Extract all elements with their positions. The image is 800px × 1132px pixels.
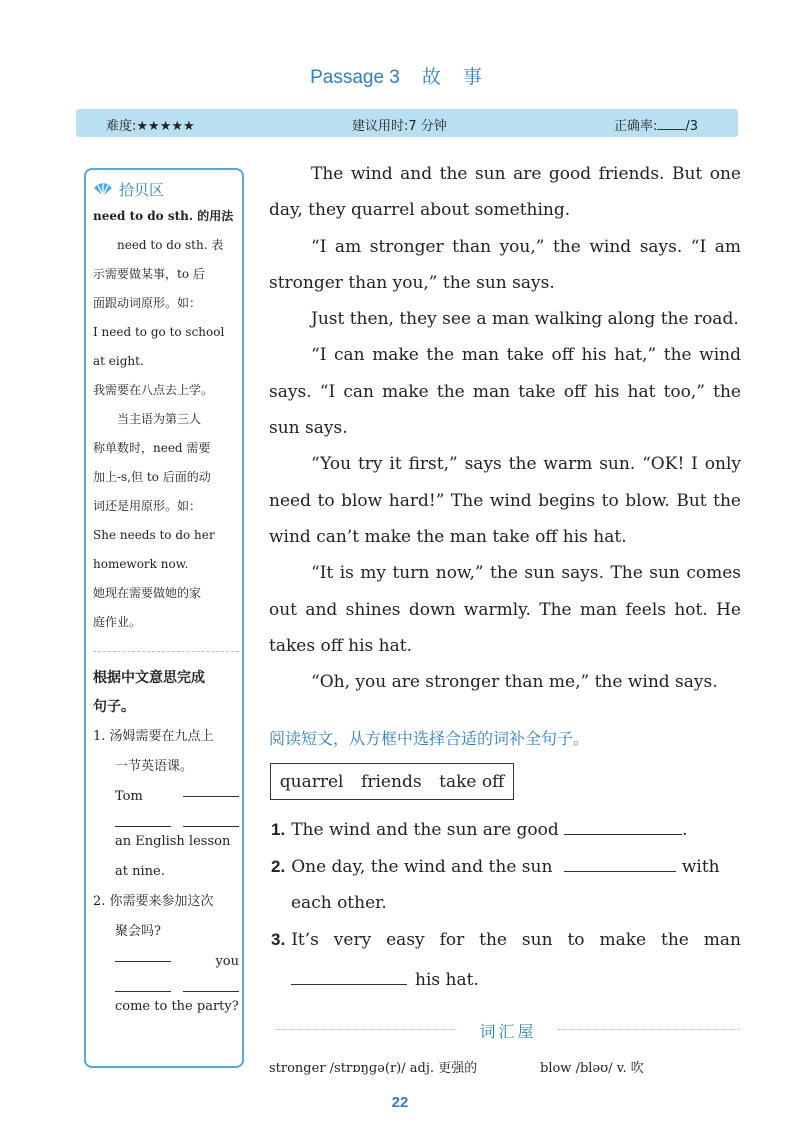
task-instruction: 阅读短文，从方框中选择合适的词补全句子。 [269,729,590,748]
tip-line: 庭作业。 [93,615,142,629]
exercise-title: 根据中文意思完成 [93,670,205,686]
grammar-title: need to do sth. 的用法 [93,209,234,223]
passage-number: Passage 3 [310,67,400,88]
question-number: 1. [271,820,286,839]
side-q1-prompt: 1. 汤姆需要在九点上 [93,729,214,744]
suggested-time: 建议用时:7 分钟 [352,119,447,134]
side-q1-prompt-cont: 一节英语课。 [115,759,194,774]
vocab-entry: stronger /strɒŋɡə(r)/ adj. 更强的 [269,1061,478,1076]
question-end: his hat. [415,970,479,990]
exercise-title-cont: 句子。 [93,699,135,715]
answer-blank-1[interactable] [564,818,682,835]
question-text: The wind and the sun are good [291,820,559,840]
passage-paragraph: The wind and the sun are good friends. But one day, they quarrel about something. [269,164,741,221]
sidebar-tips-panel [84,168,244,1068]
passage-paragraph: “I am stronger than you,” the wind says. “I am stronger than you,” the sun says. [269,236,741,293]
page-number: 22 [391,1094,409,1111]
answer-blank-3[interactable] [291,968,407,985]
question-text: One day, the wind and the sun [291,857,553,877]
question-mid: with [681,857,720,877]
tip-line: 面跟动词原形。如： [93,296,202,310]
passage-paragraph: “You try it first,” says the warm sun. “OK! I only need to blow hard!” The wind begins to blow. But the wind can’t make the man take off his hat. [269,454,741,547]
tip-line: 示需要做某事，to 后 [93,267,205,281]
question-2 [271,855,720,877]
accuracy-blank[interactable] [657,117,685,130]
vocab-title: 词汇屋 [479,1022,537,1041]
side-q1-tail-cont: at nine. [115,864,165,879]
accuracy-label: 正确率: [614,119,658,134]
passage-topic: 故 事 [421,66,490,88]
tip-line: 她现在需要做她的家 [93,586,202,600]
word-option: quarrel [279,771,344,792]
sidebar-divider [93,651,239,652]
question-text: It’s very easy for the sun to make the man [291,930,741,950]
vocab-entry: blow /bləʊ/ v. 吹 [540,1061,644,1076]
answer-blank-2[interactable] [564,855,676,872]
passage-paragraph: “Oh, you are stronger than me,” the wind says. [311,672,718,693]
side-q1-word: Tom [115,789,143,804]
passage-paragraph: “I can make the man take off his hat,” the wind says. “I can make the man take off his hat too,” the sun says. [269,345,741,439]
question-3-cont [291,968,479,990]
passage-paragraph: Just then, they see a man walking along the road. [311,309,739,330]
side-q2-blank-1[interactable] [115,947,171,962]
sidebar-heading [93,176,239,202]
shell-icon [93,181,113,197]
side-q2-blank-3[interactable] [183,977,239,992]
accuracy-field [614,115,698,134]
side-q2-word: you [215,954,239,969]
tip-line: 称单数时，need 需要 [93,441,211,455]
question-number: 3. [271,930,286,949]
question-3 [271,930,741,950]
tip-line: 我需要在八点去上学。 [93,383,214,397]
question-number: 2. [271,857,286,876]
question-end: . [682,820,688,840]
tip-line: need to do sth. 表 [117,238,224,252]
word-bank [270,763,514,800]
accuracy-total: /3 [685,119,699,134]
tip-line: at eight. [93,354,144,368]
passage-title [0,62,800,89]
side-q2-blank-2[interactable] [115,977,171,992]
sidebar-heading-text: 拾贝区 [119,180,165,199]
side-q1-blank-1[interactable] [183,782,239,797]
word-option: friends [361,771,422,792]
tip-line: 词还是用原形。如： [93,499,202,513]
tip-line: I need to go to school [93,325,225,339]
tip-line: 加上-s,但 to 后面的动 [93,470,211,484]
tip-line: She needs to do her [93,528,215,542]
side-q2-tail: come to the party? [115,999,239,1014]
info-bar [76,109,738,137]
side-q2-prompt: 2. 你需要来参加这次 [93,894,214,909]
side-q2-prompt-cont: 聚会吗? [115,924,161,939]
tip-line: homework now. [93,557,189,571]
difficulty-rating: 难度:★★★★★ [106,119,195,134]
side-q1-blank-2[interactable] [115,812,171,827]
question-2-cont: each other. [291,893,387,913]
side-q1-blank-3[interactable] [183,812,239,827]
passage-paragraph: “It is my turn now,” the sun says. The sun comes out and shines down warmly. The man feels hot. He takes off his hat. [269,563,741,656]
word-option: take off [439,771,505,792]
side-q1-tail: an English lesson [115,834,231,849]
passage-body [269,156,741,700]
tip-line: 当主语为第三人 [117,412,202,426]
question-1 [271,818,688,840]
vocab-header [276,1019,740,1039]
